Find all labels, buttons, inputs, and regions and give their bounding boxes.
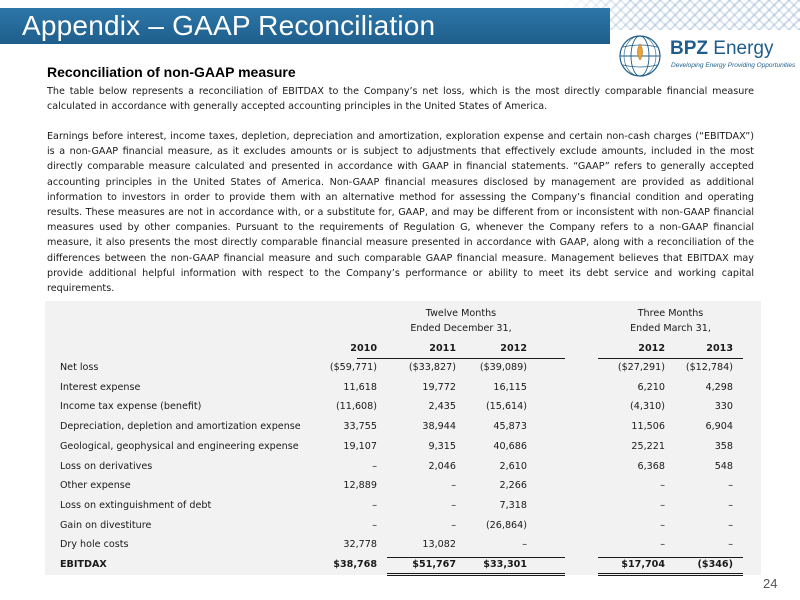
- cell-value: 548: [714, 460, 733, 472]
- table-row: [45, 536, 761, 556]
- ebitdax-definition-paragraph: Earnings before interest, income taxes, depletion, depreciation and amortization, exploration expense and certain non-cash charges (“EBITDAX”) is a non-GAAP financial measure, as it excludes amounts or is subject to adjustments that effectively exclude amounts, included in the most directly comparable measure calculated and presented in accordance with GAAP in financial statements. “GAAP” refers to generally accepted accounting principles in the United States of America. Non-GAAP financial measures disclosed by management are provided as additional information to investors in order to provide them with an alternative method for assessing the Company’s financial condition and operating results. These measures are not in accordance with, or a substitute for, GAAP, and may be different from or inconsistent with non-GAAP financial measures used by other companies. Pursuant to the requirements of Regulation G, whenever the Company refers to a non-GAAP financial measure, it also presents the most directly comparable financial measure presented in accordance with GAAP, along with a reconciliation of the differences between the non-GAAP financial measure and such comparable GAAP financial measure. Management believes that EBITDAX may provide additional helpful information with respect to the Company’s performance or ability to meet its debt service and working capital requirements.: [47, 131, 754, 295]
- group1-line1: Twelve Months: [425, 308, 497, 319]
- cell-value: 16,115: [493, 381, 527, 393]
- logo-tagline: Developing Energy Providing Opportunities: [671, 62, 796, 69]
- cell-value: ($59,771): [329, 362, 377, 373]
- cell-value: –: [372, 460, 377, 472]
- cell-value: –: [451, 480, 456, 492]
- cell-value: 4,298: [705, 381, 733, 393]
- intro-paragraph: The table below represents a reconciliation of EBITDAX to the Company’s net loss, which is the most directly comparable financial measure calculated in accordance with generally accepted accounting principles in the United States of America.: [47, 86, 754, 113]
- cell-value: 6,368: [637, 460, 665, 472]
- cell-value: –: [522, 539, 527, 551]
- cell-value: –: [660, 480, 665, 492]
- cell-value: 358: [714, 440, 733, 452]
- cell-value: 33,755: [343, 421, 377, 433]
- row-label: EBITDAX: [60, 559, 107, 570]
- cell-value: 2,435: [428, 401, 456, 413]
- cell-value: 2,266: [499, 480, 527, 492]
- cell-value: –: [660, 539, 665, 551]
- cell-value: 11,618: [343, 381, 377, 393]
- total-double-rule: [387, 573, 565, 576]
- section-heading: Reconciliation of non-GAAP measure: [47, 64, 296, 80]
- group-header-twelve-months: [357, 306, 565, 336]
- cell-value: –: [728, 519, 733, 531]
- year-header-1: 2011: [429, 343, 456, 354]
- company-logo: [618, 34, 796, 78]
- table-row: [45, 418, 761, 438]
- page-number: 24: [763, 576, 778, 591]
- row-label: Dry hole costs: [60, 539, 129, 551]
- cell-value: –: [660, 499, 665, 511]
- cell-value: 11,506: [631, 421, 665, 433]
- cell-value: $17,704: [621, 559, 665, 570]
- cell-value: ($12,784): [685, 362, 733, 373]
- cell-value: 38,944: [422, 421, 456, 433]
- cell-value: $38,768: [333, 559, 377, 570]
- cell-value: –: [728, 499, 733, 511]
- cell-value: –: [660, 519, 665, 531]
- cell-value: 330: [714, 401, 733, 413]
- table-row: [45, 517, 761, 537]
- cell-value: (11,608): [335, 401, 377, 413]
- reconciliation-table: [45, 301, 761, 575]
- cell-value: ($27,291): [617, 362, 665, 373]
- cell-value: (26,864): [485, 519, 527, 531]
- table-row: [45, 458, 761, 478]
- cell-value: (4,310): [630, 401, 665, 413]
- table-row: [45, 438, 761, 458]
- cell-value: 45,873: [493, 421, 527, 433]
- cell-value: 19,107: [343, 440, 377, 452]
- cell-value: –: [372, 499, 377, 511]
- subtotal-rule: [598, 557, 743, 558]
- cell-value: 6,904: [705, 421, 733, 433]
- year-header-4: 2013: [706, 343, 733, 354]
- table-row: [45, 379, 761, 399]
- table-row: [45, 497, 761, 517]
- row-label: Interest expense: [60, 381, 141, 393]
- group2-line1: Three Months: [637, 308, 704, 319]
- row-label: Geological, geophysical and engineering expense: [60, 440, 299, 452]
- row-label: Gain on divestiture: [60, 519, 152, 531]
- logo-wordmark: [670, 38, 773, 60]
- logo-brand-rest: Energy: [713, 38, 774, 59]
- cell-value: –: [372, 519, 377, 531]
- page-title: Appendix – GAAP Reconciliation: [22, 10, 436, 41]
- total-double-rule: [598, 573, 743, 576]
- logo-brand-bold: BPZ: [670, 38, 708, 59]
- year-header-3: 2012: [638, 343, 665, 354]
- cell-value: ($346): [697, 559, 733, 570]
- cell-value: 2,046: [428, 460, 456, 472]
- cell-value: 32,778: [343, 539, 377, 551]
- cell-value: –: [728, 539, 733, 551]
- group-header-three-months: [598, 306, 743, 336]
- group1-line2: Ended December 31,: [410, 323, 512, 334]
- row-label: Loss on extinguishment of debt: [60, 499, 212, 511]
- cell-value: –: [451, 519, 456, 531]
- cell-value: 40,686: [493, 440, 527, 452]
- cell-value: ($39,089): [479, 362, 527, 373]
- cell-value: 6,210: [637, 381, 665, 393]
- table-row: [45, 359, 761, 379]
- cell-value: 25,221: [631, 440, 665, 452]
- row-label: Other expense: [60, 480, 131, 492]
- subtotal-rule: [387, 557, 565, 558]
- cell-value: 2,610: [499, 460, 527, 472]
- year-header-0: 2010: [350, 343, 377, 354]
- cell-value: 7,318: [499, 499, 527, 511]
- cell-value: –: [451, 499, 456, 511]
- cell-value: –: [728, 480, 733, 492]
- globe-logo-icon: [618, 34, 662, 78]
- cell-value: 9,315: [428, 440, 456, 452]
- row-label: Income tax expense (benefit): [60, 401, 202, 413]
- cell-value: ($33,827): [408, 362, 456, 373]
- cell-value: $33,301: [483, 559, 527, 570]
- cell-value: $51,767: [412, 559, 456, 570]
- cell-value: 12,889: [343, 480, 377, 492]
- cell-value: (15,614): [485, 401, 527, 413]
- row-label: Net loss: [60, 362, 99, 373]
- title-bar: [0, 8, 610, 44]
- table-row: [45, 398, 761, 418]
- group2-line2: Ended March 31,: [630, 323, 711, 334]
- table-row: [45, 477, 761, 497]
- cell-value: 13,082: [422, 539, 456, 551]
- year-header-2: 2012: [500, 343, 527, 354]
- cell-value: 19,772: [422, 381, 456, 393]
- row-label: Loss on derivatives: [60, 460, 153, 472]
- row-label: Depreciation, depletion and amortization expense: [60, 421, 301, 433]
